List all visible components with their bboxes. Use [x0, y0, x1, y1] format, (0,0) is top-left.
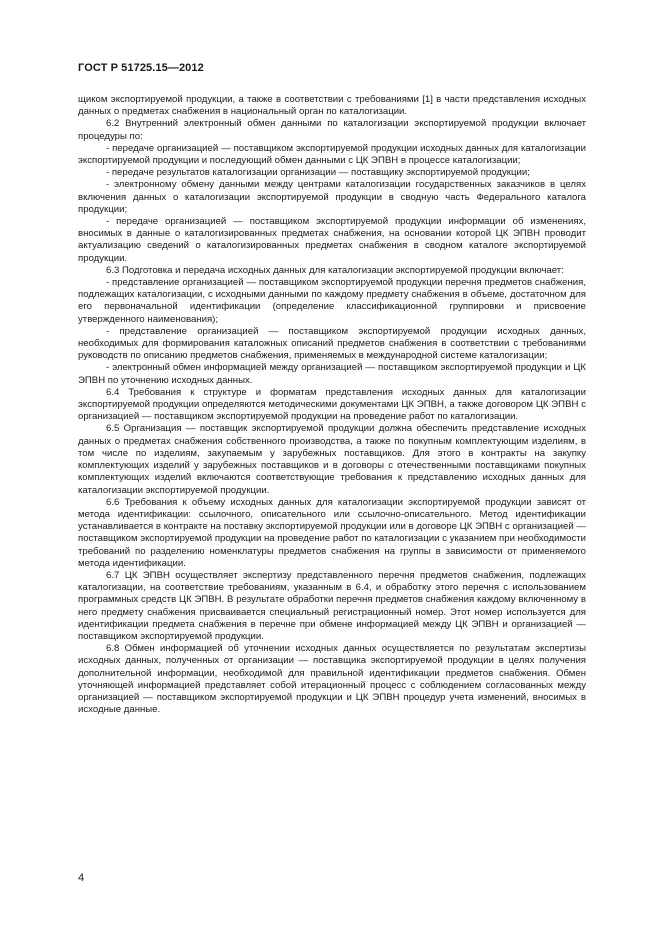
paragraph-6-2: 6.2 Внутренний электронный обмен данными по каталогизации экспортируемой продукции включает процедуры по:	[78, 118, 586, 142]
list-item: - электронному обмену данными между центрами каталогизации государственных заказчиков в целях включения данных о каталогизации экспортируемой продукции в сводную часть Федерального каталога продукции;	[78, 179, 586, 215]
paragraph-6-5: 6.5 Организация — поставщик экспортируемой продукции должна обеспечить представление исходных данных о предметах снабжения собственного производства, а также по покупным комплектующим изделиям, в том числе по изделиям, закупаемым у зарубежных поставщиков. Для этого в контракты на закупку комплектующих изделий у зарубежных поставщиков и в договоры с отечественными поставщиками покупных комплектующих изделий включаются соответствующие требования к представлению исходных данных для каталогизации экспортируемой продукции.	[78, 423, 586, 496]
list-item: - передаче организацией — поставщиком экспортируемой продукции исходных данных для каталогизации экспортируемой продукции и последующий обмен данными с ЦК ЭПВН в процессе каталогизации;	[78, 142, 586, 167]
page-number: 4	[78, 872, 85, 884]
paragraph-6-6: 6.6 Требования к объему исходных данных для каталогизации экспортируемой продукции зависят от метода идентификации: ссылочного, описательного или ссылочно-описательного. Метод идентификации устанавливается в контракте на поставку экспортируемой продукции или в договоре ЦК ЭПВН с организацией — поставщиком экспортируемой продукции на проведение работ по каталогизации с указанием при необходимости требований по разделению номенклатуры предметов снабжения на группы в зависимости от применяемого метода идентификации.	[78, 496, 586, 569]
list-item: - передаче результатов каталогизации организации — поставщику экспортируемой продукции;	[106, 167, 530, 179]
list-item: - электронный обмен информацией между организацией — поставщиком экспортируемой продукции и ЦК ЭПВН по уточнению исходных данных.	[78, 362, 586, 386]
list-item: - передаче организацией — поставщиком экспортируемой продукции информации об изменениях, вносимых в данные о каталогизированных предметах снабжения, на основании которой ЦК ЭПВН проводит актуализацию сведений о каталогизированных предметах снабжения в сводном каталоге экспортируемой продукции.	[78, 216, 586, 264]
paragraph-6-3: 6.3 Подготовка и передача исходных данных для каталогизации экспортируемой продукции включает:	[106, 264, 564, 276]
list-item: - представление организацией — поставщиком экспортируемой продукции исходных данных, необходимых для формирования каталожных описаний предметов снабжения в соответствии с требованиями руководств по описанию предметов снабжения, применяемых в международной системе каталогизации;	[78, 325, 586, 362]
paragraph-6-8: 6.8 Обмен информацией об уточнении исходных данных осуществляется по результатам экспертизы исходных данных, полученных от организации — поставщика экспортируемой продукции в целях получения дополнительной информации, необходимой для правильной идентификации предметов снабжения. Обмен уточняющей информацией представляет собой итерационный процесс с соблюдением согласованных между организацией — поставщиком экспортируемой продукции и ЦК ЭПВН процедур учета изменений, вносимых в исходные данные.	[78, 643, 586, 716]
document-header: ГОСТ Р 51725.15—2012	[78, 62, 204, 74]
paragraph-6-4: 6.4 Требования к структуре и форматам представления исходных данных для каталогизации экспортируемой продукции определяются методическими документами ЦК ЭПВН, а также договором ЦК ЭПВН с организацией — поставщиком экспортируемой продукции на проведение работ по каталогизации.	[78, 386, 586, 423]
list-item: - представление организацией — поставщиком экспортируемой продукции перечня предметов снабжения, подлежащих каталогизации, с исходными данными по каждому предмету снабжения в объеме, достаточном для его первоначальной идентификации (определение классификационной группировки и присвоение утвержденного наименования);	[78, 277, 586, 325]
paragraph-6-7: 6.7 ЦК ЭПВН осуществляет экспертизу представленного перечня предметов снабжения, подлежащих каталогизации, на соответствие требованиям, указанным в 6.4, и обработку этого перечня с использованием программных средств ЦК ЭПВН. В результате обработки перечня предметов снабжения каждому включенному в него предмету снабжения присваивается специальный регистрационный номер. Этот номер используется для идентификации предмета снабжения в перечне при обмене информацией между ЦК ЭПВН и организацией — поставщиком экспортируемой продукции.	[78, 569, 586, 642]
document-body	[78, 94, 586, 716]
paragraph-continuation: щиком экспортируемой продукции, а также в соответствии с требованиями [1] в части представления исходных данных о предметах снабжения в национальный орган по каталогизации.	[78, 94, 586, 118]
